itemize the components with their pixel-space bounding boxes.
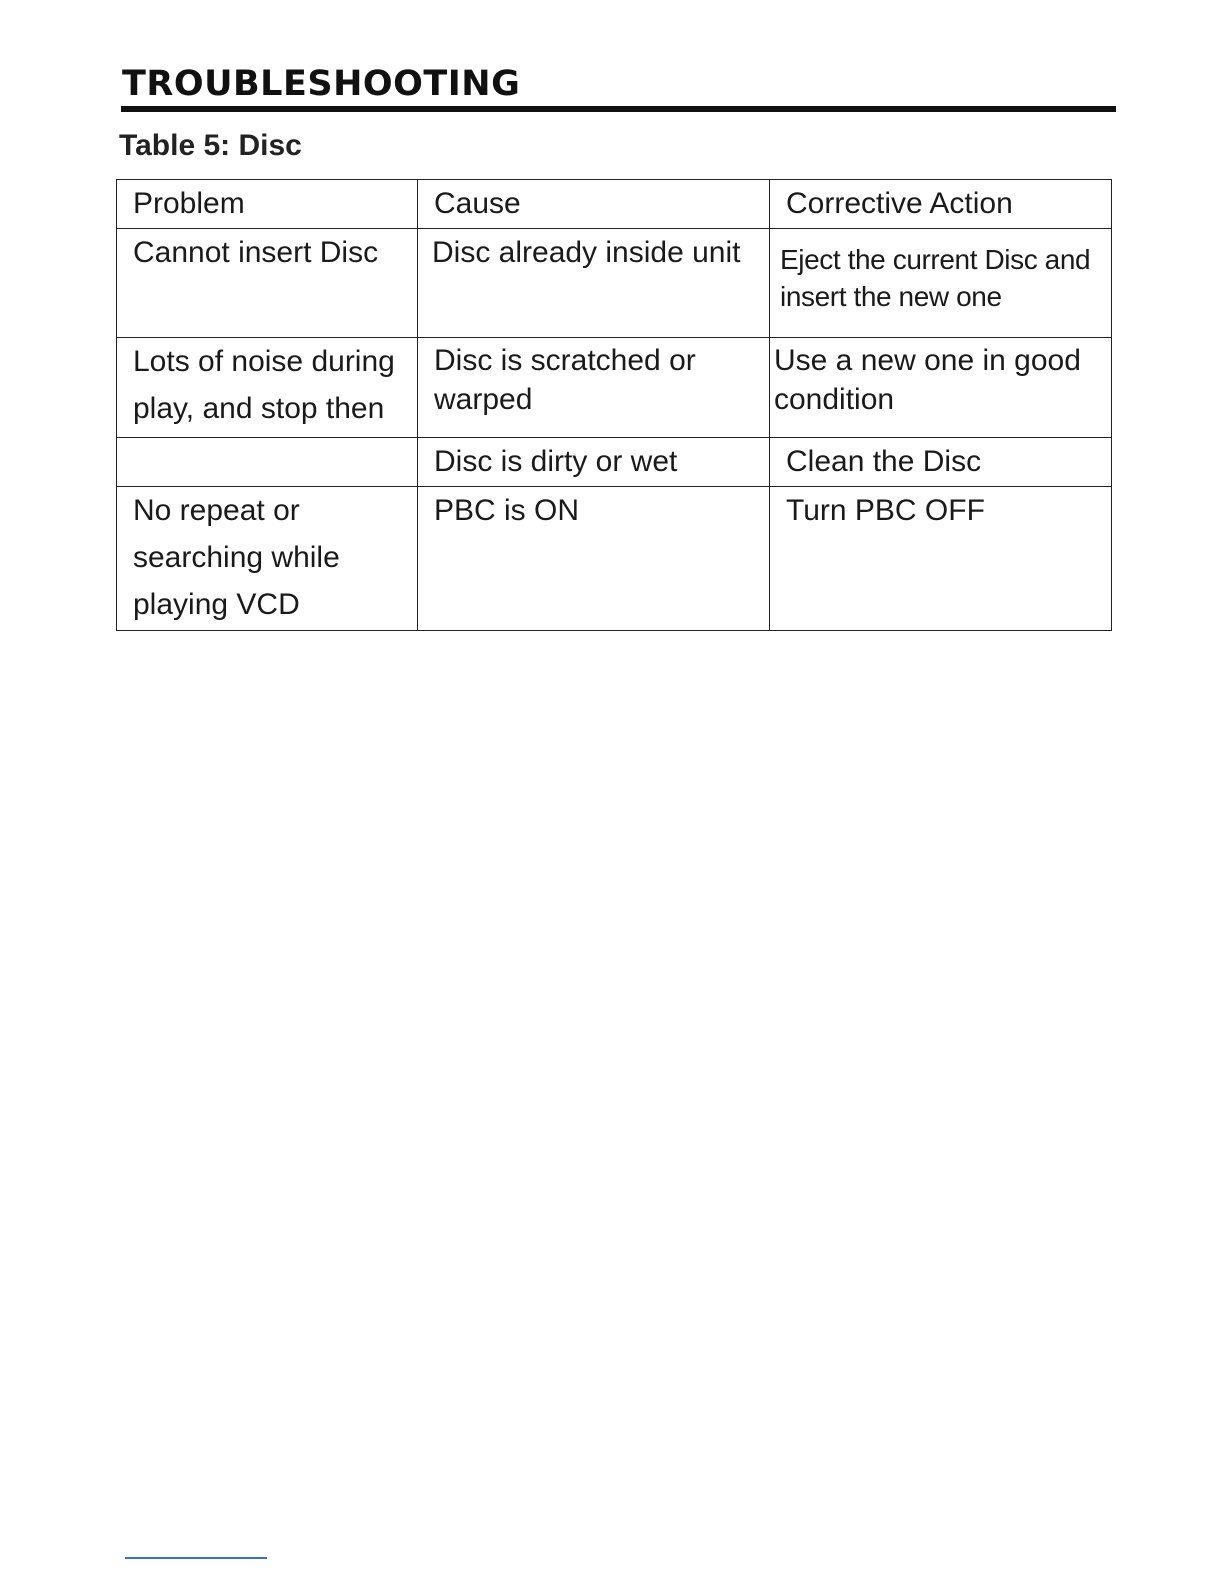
table-row [117,487,1112,631]
cause-cell: PBC is ON [418,487,770,631]
action-cell: Turn PBC OFF [770,487,1112,631]
problem-cell [117,438,418,487]
table-row [117,229,1112,338]
table-header-row [117,180,1112,229]
cause-cell: Disc is scratched or warped [418,338,770,438]
table-row [117,438,1112,487]
column-header-action: Corrective Action [770,180,1112,229]
column-header-cause: Cause [418,180,770,229]
cause-cell: Disc already inside unit [418,229,770,338]
problem-cell: No repeat or searching while playing VCD [117,487,418,631]
table-row [117,338,1112,438]
action-cell: Eject the current Disc and insert the new one [770,229,1112,338]
footer-link-underline [125,1557,267,1559]
column-header-problem: Problem [117,180,418,229]
page-heading: TROUBLESHOOTING [122,64,521,104]
problem-cell: Cannot insert Disc [117,229,418,338]
heading-divider [121,106,1116,112]
action-cell: Clean the Disc [770,438,1112,487]
cause-cell: Disc is dirty or wet [418,438,770,487]
problem-cell: Lots of noise during play, and stop then [117,338,418,438]
table-caption: Table 5: Disc [119,129,302,162]
action-cell: Use a new one in good condition [770,338,1112,438]
troubleshooting-table [116,179,1112,631]
